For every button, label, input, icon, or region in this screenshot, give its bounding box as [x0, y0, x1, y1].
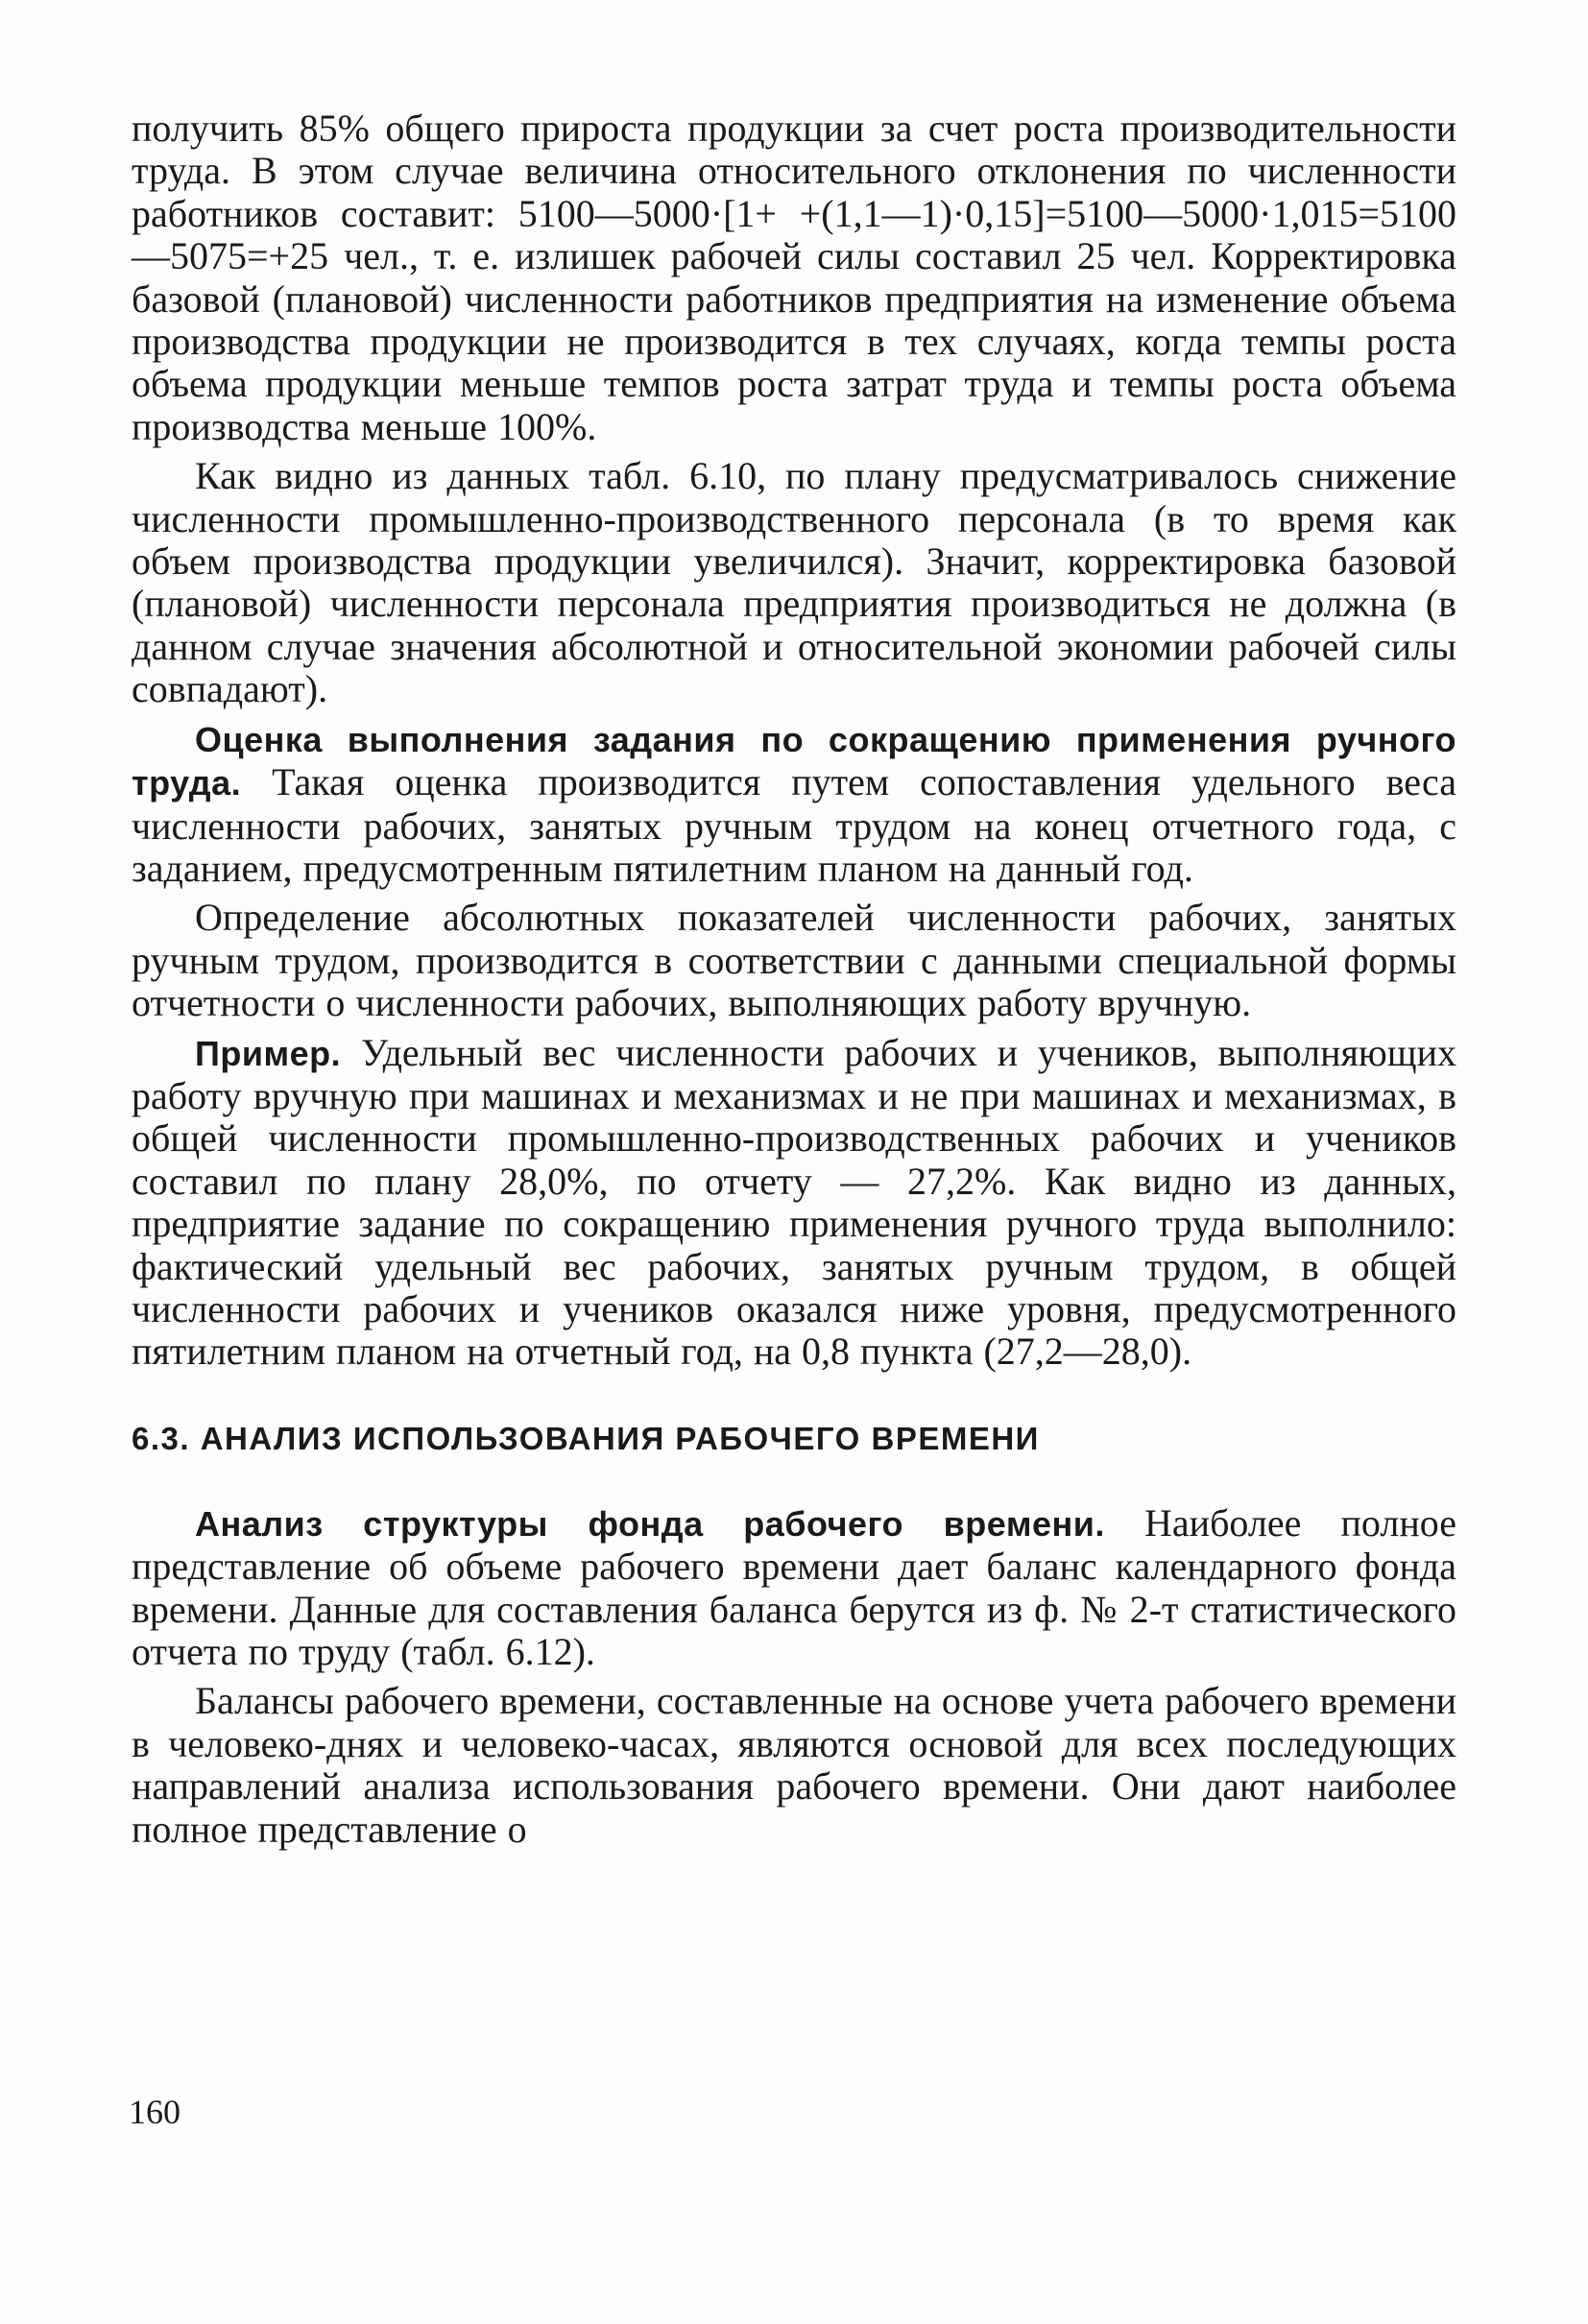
- paragraph-text: получить 85% общего прироста продукции за счет роста производительности труда. В этом случае величина относительного отклонения по численности работников составит: 5100—5000·[1+ +(1,1—1)·0,15]=5100—5000·1,015=5100—5075=+25 чел., т. е. излишек рабочей силы составил 25 чел. Корректировка базовой (плановой) численности работников предприятия на изменение объема производства продукции не производится в тех случаях, когда темпы роста объема продукции меньше темпов роста затрат труда и темпы роста объема производства меньше 100%.: [132, 107, 1456, 448]
- paragraph-lead-heading: Анализ структуры фонда рабочего времени.: [195, 1503, 1105, 1544]
- paragraph-text: Определение абсолютных показателей численности рабочих, занятых ручным трудом, производится в соответствии с данными специальной формы отчетности о численности рабочих, выполняющих работу вручную.: [132, 896, 1456, 1025]
- paragraph-text: Удельный вес численности рабочих и учеников, выполняющих работу вручную при машинах и механизмах и не при машинах и механизмах, в общей численности промышленно-производственных рабочих и учеников составил по плану 28,0%, по отчету — 27,2%. Как видно из данных, предприятие задание по сокращению применения ручного труда выполнило: фактический удельный вес рабочих, занятых ручным трудом, в общей численности рабочих и учеников оказался ниже уровня, предусмотренного пятилетним планом на отчетный год, на 0,8 пункта (27,2—28,0).: [132, 1030, 1456, 1374]
- paragraph-text: Как видно из данных табл. 6.10, по плану предусматривалось снижение численности промышленно-производственного персонала (в то время как объем производства продукции увеличился). Значит, корректировка базовой (плановой) численности персонала предприятия производиться не должна (в данном случае значения абсолютной и относительной экономии рабочей силы совпадают).: [132, 454, 1456, 711]
- paragraph-example: [132, 1032, 1456, 1374]
- text-column: [132, 108, 1456, 1851]
- paragraph-text: Наиболее полное представление об объеме рабочего времени дает баланс календарного фонда времени. Данные для составления баланса берутся из ф. № 2-т статистического отчета по труду (табл. 6.12).: [132, 1500, 1456, 1673]
- paragraph-manual-labor-assessment: [132, 718, 1456, 891]
- paragraph-text: Балансы рабочего времени, составленные на основе учета рабочего времени в человеко-днях и человеко-часах, являются основой для всех последующих направлений анализа использования рабочего времени. Они дают наиболее полное представление о: [132, 1679, 1456, 1851]
- paragraph: [132, 897, 1456, 1024]
- paragraph-work-time-structure: [132, 1502, 1456, 1674]
- paragraph: [132, 455, 1456, 710]
- page-number: 160: [129, 2093, 180, 2131]
- paragraph-continuation: [132, 108, 1456, 448]
- paragraph-lead-heading: Оценка выполнения задания по сокращению применения ручного труда.: [132, 719, 1456, 803]
- paragraph-text: Такая оценка производится путем сопоставления удельного веса численности рабочих, занятых ручным трудом на конец отчетного года, с заданием, предусмотренным пятилетним планом на данный год.: [132, 760, 1456, 890]
- paragraph-lead-heading: Пример.: [195, 1033, 342, 1073]
- paragraph: [132, 1680, 1456, 1851]
- section-heading: 6.3. АНАЛИЗ ИСПОЛЬЗОВАНИЯ РАБОЧЕГО ВРЕМЕНИ: [132, 1420, 1040, 1456]
